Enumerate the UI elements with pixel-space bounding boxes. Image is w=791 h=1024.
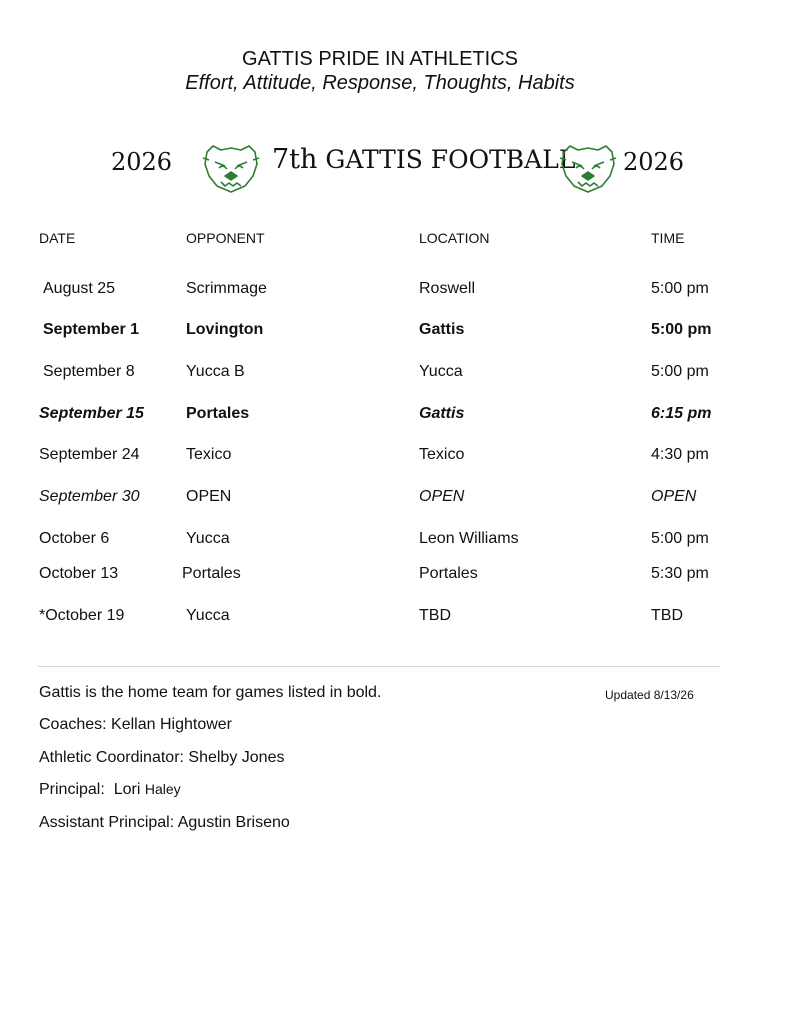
- year-left: 2026: [111, 148, 173, 176]
- game-location: OPEN: [419, 488, 465, 505]
- game-date: September 15: [39, 405, 144, 422]
- team-title: [272, 144, 575, 175]
- game-date: September 30: [39, 488, 140, 505]
- page-title: GATTIS PRIDE IN ATHLETICS: [242, 48, 518, 70]
- game-location: Yucca: [419, 363, 463, 380]
- game-location: Leon Williams: [419, 530, 519, 547]
- game-date: October 13: [39, 565, 119, 582]
- game-time: TBD: [651, 607, 683, 624]
- game-date: *October 19: [39, 607, 125, 624]
- game-location: TBD: [419, 607, 451, 624]
- game-opponent: Texico: [186, 446, 232, 463]
- game-date: September 1: [43, 321, 140, 338]
- game-opponent: Yucca B: [186, 363, 245, 380]
- game-time: 5:00 pm: [651, 363, 709, 380]
- principal-line: [39, 781, 181, 799]
- game-time: 5:00 pm: [651, 280, 709, 297]
- game-location: Gattis: [419, 405, 465, 422]
- game-date: August 25: [43, 280, 116, 297]
- game-location: Texico: [419, 446, 465, 463]
- team-name: GATTIS FOOTBALL: [325, 145, 576, 174]
- updated-date: Updated 8/13/26: [605, 688, 694, 702]
- game-opponent: OPEN: [186, 488, 232, 505]
- game-time: 5:30 pm: [651, 565, 709, 582]
- game-opponent: Scrimmage: [186, 280, 267, 297]
- coaches-line: Coaches: Kellan Hightower: [39, 716, 232, 733]
- column-header-date: DATE: [39, 230, 76, 246]
- column-header-time: TIME: [651, 230, 685, 246]
- principal-label: Principal: Lori: [39, 781, 141, 798]
- bear-mascot-icon: [199, 142, 263, 194]
- game-location: Portales: [419, 565, 478, 582]
- athletic-coordinator-line: Athletic Coordinator: Shelby Jones: [39, 749, 285, 766]
- principal-surname: Haley: [144, 781, 181, 797]
- game-location: Roswell: [419, 280, 476, 297]
- game-date: October 6: [39, 530, 110, 547]
- game-time: OPEN: [651, 488, 697, 505]
- game-time: 4:30 pm: [651, 446, 709, 463]
- home-team-note: Gattis is the home team for games listed in bold.: [39, 684, 382, 701]
- game-time: 5:00 pm: [651, 321, 712, 338]
- game-time: 6:15 pm: [651, 405, 712, 422]
- game-date: September 24: [39, 446, 140, 463]
- year-right: 2026: [623, 148, 685, 176]
- column-header-opponent: OPPONENT: [186, 230, 265, 246]
- page-subtitle: Effort, Attitude, Response, Thoughts, Habits: [185, 72, 575, 94]
- grade-ordinal: 7th: [272, 144, 318, 175]
- game-opponent: Yucca: [186, 530, 230, 547]
- bear-mascot-icon: [556, 142, 620, 194]
- divider: [38, 666, 720, 667]
- game-time: 5:00 pm: [651, 530, 709, 547]
- game-opponent: Portales: [186, 405, 250, 422]
- game-opponent: Yucca: [186, 607, 230, 624]
- game-opponent: Portales: [182, 565, 241, 582]
- assistant-principal-line: Assistant Principal: Agustin Briseno: [39, 814, 290, 831]
- game-opponent: Lovington: [186, 321, 264, 338]
- game-location: Gattis: [419, 321, 465, 338]
- column-header-location: LOCATION: [419, 230, 490, 246]
- game-date: September 8: [43, 363, 135, 380]
